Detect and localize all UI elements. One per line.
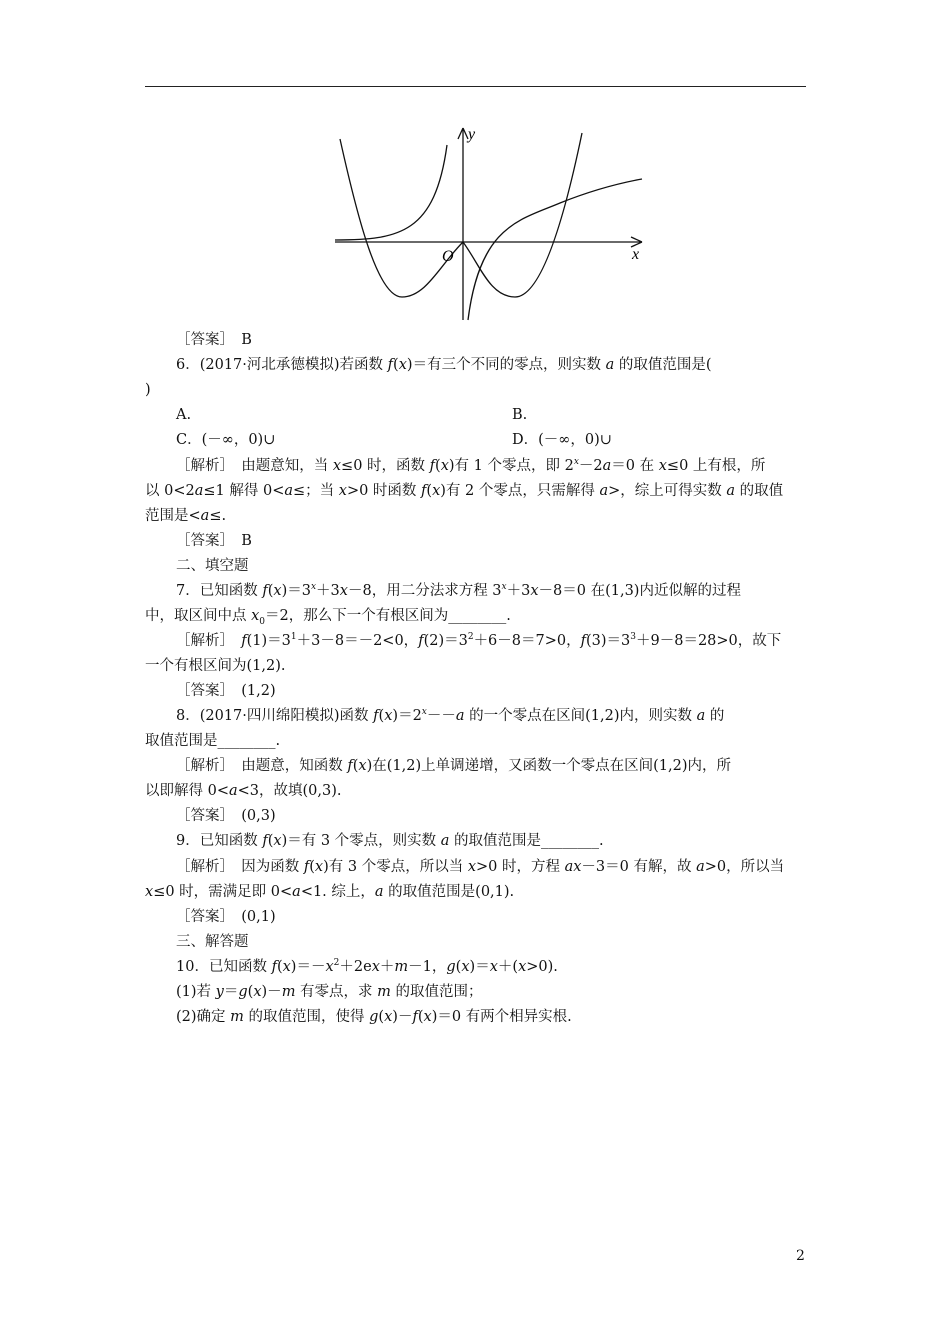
option-right: D．(－∞，0)∪ — [512, 432, 612, 448]
text-line: A. — [176, 407, 192, 423]
y-axis-label: y — [468, 126, 476, 143]
text-line: 二、填空题 — [176, 558, 249, 574]
header-rule — [145, 86, 806, 87]
text-line: 一个有根区间为(1,2). — [145, 658, 286, 674]
text-line: 7．已知函数 $f(x)=3^x+3x-8$，用二分法求方程 $3^x+3x-8=0$ 在(1,3)内近似解的过程 — [176, 582, 741, 599]
text-line: 中，取区间中点 $x_0=2$，那么下一个有根区间为________. — [145, 608, 511, 627]
x-axis-label: x — [632, 246, 640, 263]
text-line: ［答案］ (0,1) — [176, 909, 276, 925]
text-line: 10．已知函数 $f(x)=-x^2+2ex+m-1$，g(x)＝x＋(x>0). — [176, 958, 558, 975]
text-line: 9．已知函数 f(x)＝有 3 个零点，则实数 a 的取值范围是________. — [176, 833, 604, 849]
text-line: ［答案］ (1,2) — [176, 683, 276, 699]
text-line: ［解析］ 由题意，知函数 f(x)在(1,2)上单调递增，又函数一个零点在区间(1,2)内，所 — [176, 758, 731, 774]
text-line: ) — [145, 382, 151, 398]
option-right: B. — [512, 407, 528, 423]
text-line: ［解析］ $f(1)=3^1+3-8=-2<0$，$f(2)=3^2+6-8=7>0$，$f(3)=3^3+9-8=28>0$，故下 — [176, 632, 782, 649]
text-line: ［解析］ 由题意知，当 x≤0 时，函数 f(x)有 1 个零点，即 $2^x-2a=0$ 在 x≤0 上有根，所 — [176, 457, 766, 474]
right-parabola-curve — [463, 133, 582, 297]
text-line: 三、解答题 — [176, 934, 249, 950]
text-line: 范围是<a≤. — [145, 508, 227, 524]
text-line: 以 0<2a≤1 解得 0<a≤；当 x>0 时函数 f(x)有 2 个零点，只需解得 a>，综上可得实数 a 的取值 — [145, 483, 784, 499]
text-line: (1)若 y＝g(x)－m 有零点，求 m 的取值范围； — [176, 984, 483, 1000]
text-line: 取值范围是________. — [145, 733, 281, 749]
text-line: ［答案］ B — [176, 332, 252, 348]
text-line: x≤0 时，需满足即 0<a<1. 综上，a 的取值范围是(0,1). — [145, 884, 515, 900]
text-line: ［解析］ 因为函数 f(x)有 3 个零点，所以当 x>0 时，方程 ax－3＝0 有解，故 a>0，所以当 — [176, 859, 785, 875]
right-branch-curve — [468, 179, 642, 320]
text-line: 8．(2017·四川绵阳模拟)函数 $f(x)=2^x--a$ 的一个零点在区间(1,2)内，则实数 a 的 — [176, 707, 725, 724]
function-graph — [330, 125, 650, 325]
text-line: 6．(2017·河北承德模拟)若函数 f(x)＝有三个不同的零点，则实数 a 的取值范围是( — [176, 357, 712, 373]
text-line: (2)确定 m 的取值范围，使得 g(x)－f(x)＝0 有两个相异实根. — [176, 1009, 572, 1025]
text-line: ［答案］ B — [176, 533, 252, 549]
text-line: C．(－∞，0)∪ — [176, 432, 276, 448]
text-line: 以即解得 0<a<3，故填(0,3). — [145, 783, 342, 799]
page-number: 2 — [796, 1248, 805, 1264]
left-branch-curve — [335, 145, 447, 240]
text-line: ［答案］ (0,3) — [176, 808, 276, 824]
origin-label: O — [442, 248, 454, 265]
